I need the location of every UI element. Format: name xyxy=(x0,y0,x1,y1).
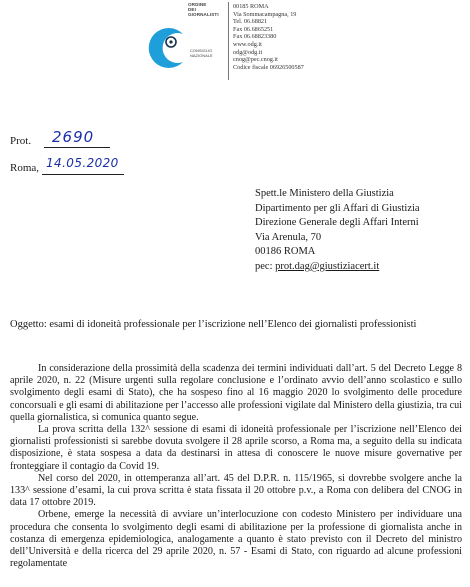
contact-line: odg@odg.it xyxy=(233,48,263,56)
contact-line: Fax 06.6865251 xyxy=(233,25,274,33)
recipient-line: Dipartimento per gli Affari di Giustizia xyxy=(255,202,420,214)
body-paragraph: Orbene, emerge la necessità di avviare un’interlocuzione con codesto Ministero per individuare una procedura che consenta lo svolgimento degli esami di abilitazione per la professione di giornalista anche in costanza di emergenza epidemiologica, analogamente a quanto è stato previsto con il Decreto del ministro dell’Università e della ricerca del 29 aprile 2020, n. 57 - Esami di Stato, con riguardo ad alcune professioni regolamentate xyxy=(10,509,462,570)
contact-line: Codice fiscale 06926500587 xyxy=(233,63,304,71)
council-line: NAZIONALE xyxy=(190,52,213,58)
letterhead-divider xyxy=(228,2,229,80)
subject-line: Oggetto: esami di idoneità professionale per l’iscrizione nell’Elenco dei giornalisti professionisti xyxy=(10,319,417,330)
body-paragraph: In considerazione della prossimità della scadenza dei termini individuati dall’art. 5 del Decreto Legge 8 aprile 2020, n. 22 (Misure urgenti sulla regolare conclusione e l’ordinato avvio dell’anno scolastico e sullo svolgimento degli esami di Stato), che ha sospeso fino al 16 maggio 2020 lo svolgimento delle procedure concorsuali e gli esami di abilitazione per l’accesso alle professioni vigilate dal Ministero della giustizia, tra cui quella giornalistica, si comunica quanto segue. xyxy=(10,363,462,423)
prot-number-handwritten: 2690 xyxy=(52,128,95,146)
ordine-giornalisti-logo xyxy=(143,4,189,74)
recipient-line: Spett.le Ministero della Giustizia xyxy=(255,188,394,199)
recipient-line: Via Arenula, 70 xyxy=(255,231,322,243)
contact-block xyxy=(233,3,343,71)
date-handwritten: 14.05.2020 xyxy=(46,156,119,170)
org-line: ORDINE xyxy=(188,2,207,7)
contact-line: www.odg.it xyxy=(233,40,262,48)
council-line: CONSIGLIO xyxy=(190,48,213,53)
contact-line: Via Sommacampagna, 19 xyxy=(233,10,297,18)
contact-line: Tel. 06.68821 xyxy=(233,18,268,26)
contact-line: 00185 ROMA xyxy=(233,3,269,10)
prot-label: Prot. xyxy=(10,135,32,147)
place-label: Roma, xyxy=(10,162,40,174)
council-name xyxy=(190,49,224,58)
body-paragraph: Nel corso del 2020, in ottemperanza all’art. 45 del D.P.R. n. 115/1965, si dovrebbe svolgere anche la 133^ sessione d’esami, la cui prova scritta è stata fissata il 20 ottobre p.v., a Roma con delibera del CNOG in data 17 ottobre 2019. xyxy=(10,472,462,509)
recipient-block xyxy=(255,187,465,275)
body-paragraph: La prova scritta della 132^ sessione di esami di idoneità professionale per l’iscrizione nell’Elenco dei giornalisti professionisti si sarebbe dovuta svolgere il 28 aprile scorso, a Roma ma, a seguito della su indicata disposizione, è stata sospesa a data da destinarsi in attesa di conoscere le nuove misure governative per fronteggiare il contagio da Covid 19. xyxy=(10,424,462,472)
logo-dot-shape xyxy=(169,40,172,43)
letter-body xyxy=(10,363,462,570)
org-line: DEI xyxy=(188,7,196,13)
contact-line: Fax 06.68823380 xyxy=(233,33,277,41)
org-name xyxy=(188,2,224,18)
logo-crescent-shape xyxy=(149,28,183,68)
recipient-line: 00186 ROMA xyxy=(255,246,316,258)
prot-underline xyxy=(44,147,110,148)
pec-line xyxy=(255,260,465,275)
recipient-line: Direzione Generale degli Affari Interni xyxy=(255,217,419,229)
pec-label: pec: xyxy=(255,260,273,272)
org-line: GIORNALISTI xyxy=(188,12,219,18)
contact-line: cnog@pec.cnog.it xyxy=(233,56,278,64)
date-underline xyxy=(42,174,124,175)
pec-address-link[interactable]: prot.dag@giustiziacert.it xyxy=(275,260,380,272)
